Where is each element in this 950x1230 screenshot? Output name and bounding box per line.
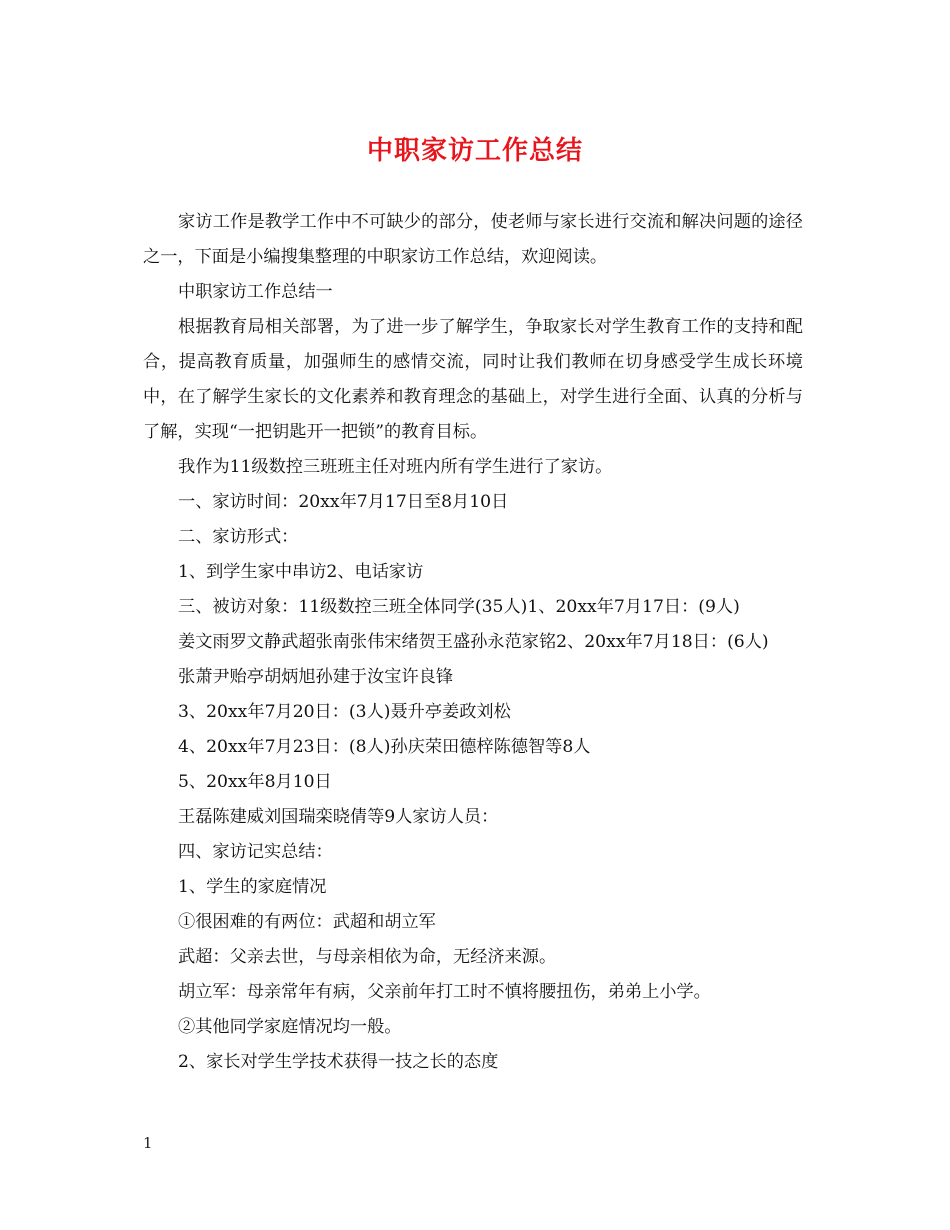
document-title: 中职家访工作总结 — [366, 136, 583, 166]
page-number: 1 — [143, 1134, 153, 1152]
list-item: 1、到学生家中串访2、电话家访 — [178, 562, 424, 582]
body-paragraph: 根据教育局相关部署，为了进一步了解学生，争取家长对学生教育工作的支持和配合，提高教育质量，加强师生的感情交流，同时让我们教师在切身感受学生成长环境中，在了解学生家长的文化素养和教育理念的基础上，对学生进行全面、认真的分析与了解，实现“一把钥匙开一把锁”的教育目标。 — [143, 317, 803, 442]
list-item: 张萧尹贻亭胡炳旭孙建于汝宝许良锋 — [178, 667, 454, 687]
intro-paragraph: 家访工作是教学工作中不可缺少的部分，使老师与家长进行交流和解决问题的途径之一，下面是小编搜集整理的中职家访工作总结，欢迎阅读。 — [143, 212, 803, 267]
list-item: 2、家长对学生学技术获得一技之长的态度 — [178, 1052, 499, 1072]
list-item: 4、20xx年7月23日：(8人)孙庆荣田德梓陈德智等8人 — [178, 737, 591, 757]
body-paragraph: 我作为11级数控三班班主任对班内所有学生进行了家访。 — [178, 457, 613, 477]
document-body — [143, 205, 803, 1080]
list-item: 四、家访记实总结： — [178, 842, 333, 862]
list-item: 王磊陈建威刘国瑞栾晓倩等9人家访人员： — [178, 807, 499, 827]
list-item: 1、学生的家庭情况 — [178, 877, 327, 897]
list-item: 5、20xx年8月10日 — [178, 772, 332, 792]
section-heading: 中职家访工作总结一 — [178, 282, 333, 302]
list-item: 三、被访对象：11级数控三班全体同学(35人)1、20xx年7月17日：(9人) — [178, 597, 740, 617]
list-item: 胡立军：母亲常年有病，父亲前年打工时不慎将腰扭伤，弟弟上小学。 — [178, 982, 711, 1002]
list-item: 二、家访形式： — [178, 527, 299, 547]
list-item: 武超：父亲去世，与母亲相依为命，无经济来源。 — [178, 947, 557, 967]
list-item: ①很困难的有两位：武超和胡立军 — [178, 912, 436, 932]
list-item: 3、20xx年7月20日：(3人)聂升亭姜政刘松 — [178, 702, 511, 722]
list-item: ②其他同学家庭情况均一般。 — [178, 1017, 402, 1037]
list-item: 一、家访时间：20xx年7月17日至8月10日 — [178, 492, 509, 512]
list-item: 姜文雨罗文静武超张南张伟宋绪贺王盛孙永范家铭2、20xx年7月18日：(6人) — [178, 632, 769, 652]
